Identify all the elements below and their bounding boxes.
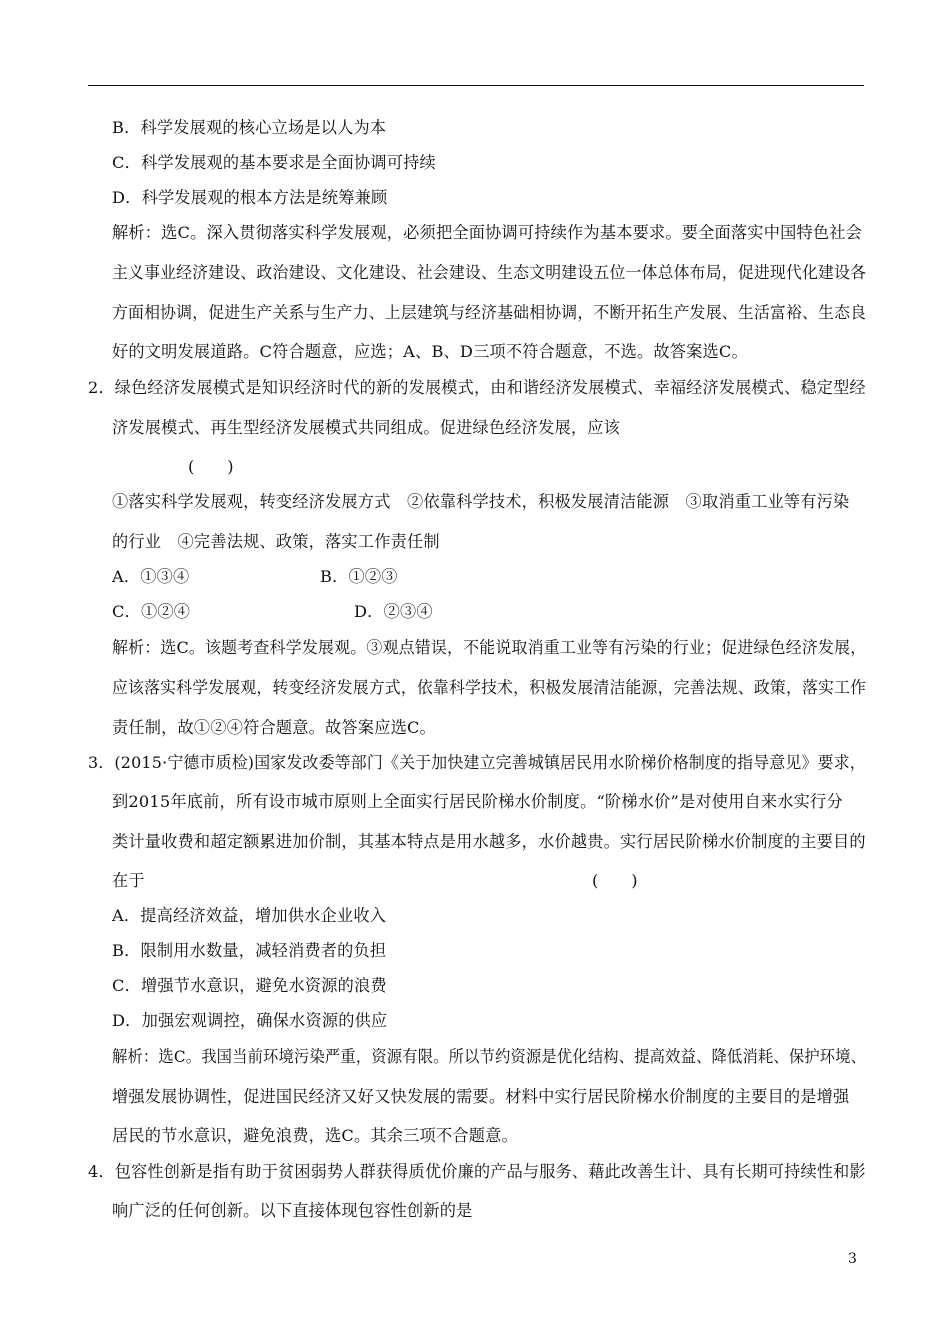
q3-analysis-line: 增强发展协调性，促进国民经济又好又快发展的需要。材料中实行居民阶梯水价制度的主要目的是增强: [112, 1087, 850, 1106]
q3-analysis-line: 解析：选C。我国当前环境污染严重，资源有限。所以节约资源是优化结构、提高效益、降低消耗、保护环境、: [112, 1047, 867, 1066]
q3-stem-line: 到2015年底前，所有设市城市原则上全面实行居民阶梯水价制度。“阶梯水价”是对使用自来水实行分: [112, 792, 843, 811]
q3-option-c: C．增强节水意识，避免水资源的浪费: [112, 976, 387, 995]
q1-analysis-line: 解析：选C。深入贯彻落实科学发展观，必须把全面协调可持续作为基本要求。要全面落实中国特色社会: [112, 223, 863, 242]
q3-analysis-line: 居民的节水意识，避免浪费，选C。其余三项不合题意。: [112, 1126, 518, 1145]
q3-stem-line: 3．(2015·宁德市质检)国家发改委等部门《关于加快建立完善城镇居民用水阶梯价格制度的指导意见》要求，: [88, 753, 866, 772]
q3-option-a: A．提高经济效益，增加供水企业收入: [112, 906, 387, 925]
q3-option-b: B．限制用水数量，减轻消费者的负担: [112, 941, 387, 960]
q2-answer-blank: ( ): [188, 457, 234, 476]
q2-option-d: D．②③④: [354, 602, 433, 621]
q2-stem-line: 济发展模式、再生型经济发展模式共同组成。促进绿色经济发展，应该: [112, 418, 621, 437]
q1-option-d: D．科学发展观的根本方法是统筹兼顾: [112, 188, 388, 207]
q2-analysis-line: 解析：选C。该题考查科学发展观。③观点错误，不能说取消重工业等有污染的行业；促进绿色经济发展，: [112, 638, 867, 657]
q2-option-a: A．①③④: [112, 567, 190, 586]
q3-stem-line: 在于: [112, 871, 145, 890]
q1-option-b: B．科学发展观的核心立场是以人为本: [112, 118, 387, 137]
page-number: 3: [848, 1251, 857, 1267]
q3-stem-line: 类计量收费和超定额累进加价制，其基本特点是用水越多，水价越贵。实行居民阶梯水价制度的主要目的: [112, 832, 866, 851]
q2-stem-line: 2．绿色经济发展模式是知识经济时代的新的发展模式，由和谐经济发展模式、幸福经济发展模式、稳定型经: [88, 378, 866, 397]
q2-statements-line: ①落实科学发展观，转变经济发展方式 ②依靠科学技术，积极发展清洁能源 ③取消重工业等有污染: [112, 492, 850, 511]
header-rule: [88, 85, 864, 86]
q2-statements-line: 的行业 ④完善法规、政策，落实工作责任制: [112, 532, 440, 551]
q1-analysis-line: 方面相协调，促进生产关系与生产力、上层建筑与经济基础相协调，不断开拓生产发展、生活富裕、生态良: [112, 303, 867, 322]
q1-analysis-line: 好的文明发展道路。C符合题意，应选；A、B、D三项不符合题意，不选。故答案选C。: [112, 342, 748, 361]
q4-stem-line: 4．包容性创新是指有助于贫困弱势人群获得质优价廉的产品与服务、藉此改善生计、具有长期可持续性和影: [88, 1162, 866, 1181]
q2-option-b: B．①②③: [320, 567, 398, 586]
q1-option-c: C．科学发展观的基本要求是全面协调可持续: [112, 153, 436, 172]
q3-option-d: D．加强宏观调控，确保水资源的供应: [112, 1011, 388, 1030]
q1-analysis-line: 主义事业经济建设、政治建设、文化建设、社会建设、生态文明建设五位一体总体布局，促进现代化建设各: [112, 263, 867, 282]
q2-option-c: C．①②④: [112, 602, 191, 621]
q4-stem-line: 响广泛的任何创新。以下直接体现包容性创新的是: [112, 1201, 473, 1220]
q2-analysis-line: 责任制，故①②④符合题意。故答案应选C。: [112, 718, 436, 737]
q2-analysis-line: 应该落实科学发展观，转变经济发展方式，依靠科学技术，积极发展清洁能源，完善法规、政策，落实工作: [112, 678, 867, 697]
q3-answer-blank: ( ): [592, 871, 638, 890]
